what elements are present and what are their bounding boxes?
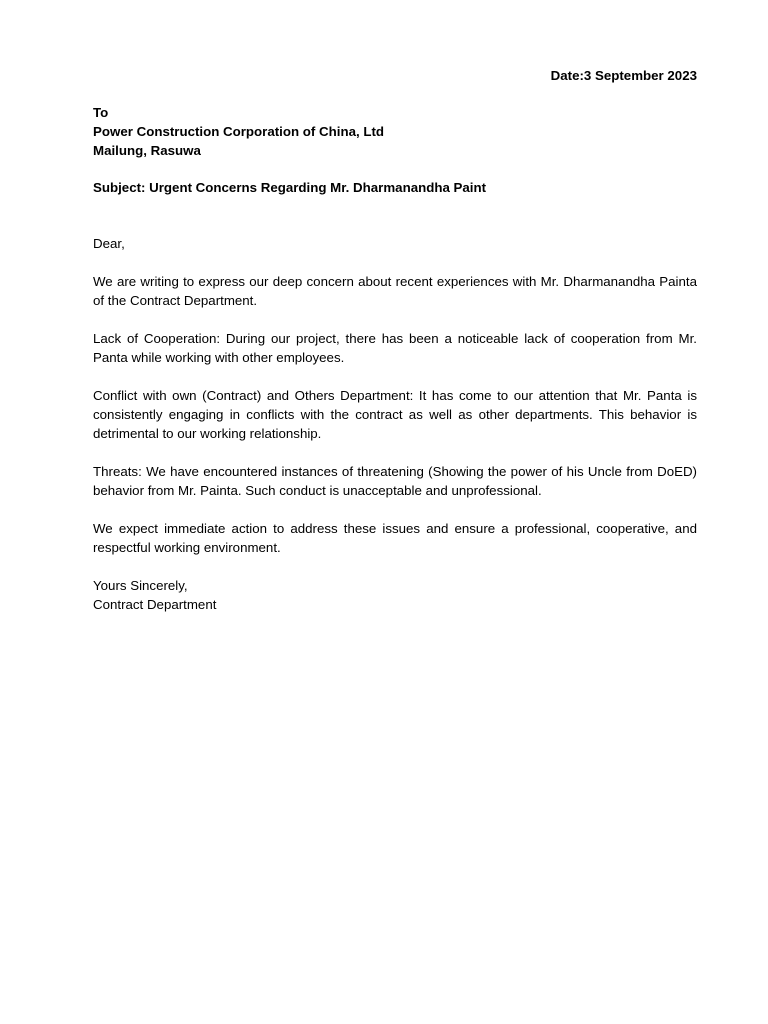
- recipient-to: To: [93, 105, 109, 120]
- recipient-location: Mailung, Rasuwa: [93, 143, 201, 158]
- letter-date: Date:3 September 2023: [550, 68, 697, 83]
- paragraph-threats: Threats: We have encountered instances of threatening (Showing the power of his Uncle from DoED) behavior from Mr. Painta. Such conduct is unacceptable and unprofessional.: [93, 464, 697, 498]
- closing-valediction: Yours Sincerely,: [93, 578, 188, 593]
- letter-subject: Subject: Urgent Concerns Regarding Mr. Dharmanandha Paint: [93, 180, 487, 195]
- paragraph-conflict: Conflict with own (Contract) and Others Department: It has come to our attention that Mr. Panta is consistently engaging in conflicts with the contract as well as other departments. This behavior is detrimental to our working relationship.: [93, 388, 697, 441]
- paragraph-intro: We are writing to express our deep concern about recent experiences with Mr. Dharmanandha Painta of the Contract Department.: [93, 274, 697, 308]
- closing-block: [93, 576, 697, 614]
- paragraph-expectation: We expect immediate action to address these issues and ensure a professional, cooperative, and respectful working environment.: [93, 521, 697, 555]
- recipient-organization: Power Construction Corporation of China, Ltd: [93, 124, 385, 139]
- closing-signatory: Contract Department: [93, 597, 217, 612]
- letter-body: [93, 66, 697, 614]
- recipient-block: [93, 103, 697, 160]
- paragraph-cooperation: Lack of Cooperation: During our project, there has been a noticeable lack of cooperation from Mr. Panta while working with other employees.: [93, 331, 697, 365]
- letter-salutation: Dear,: [93, 236, 125, 251]
